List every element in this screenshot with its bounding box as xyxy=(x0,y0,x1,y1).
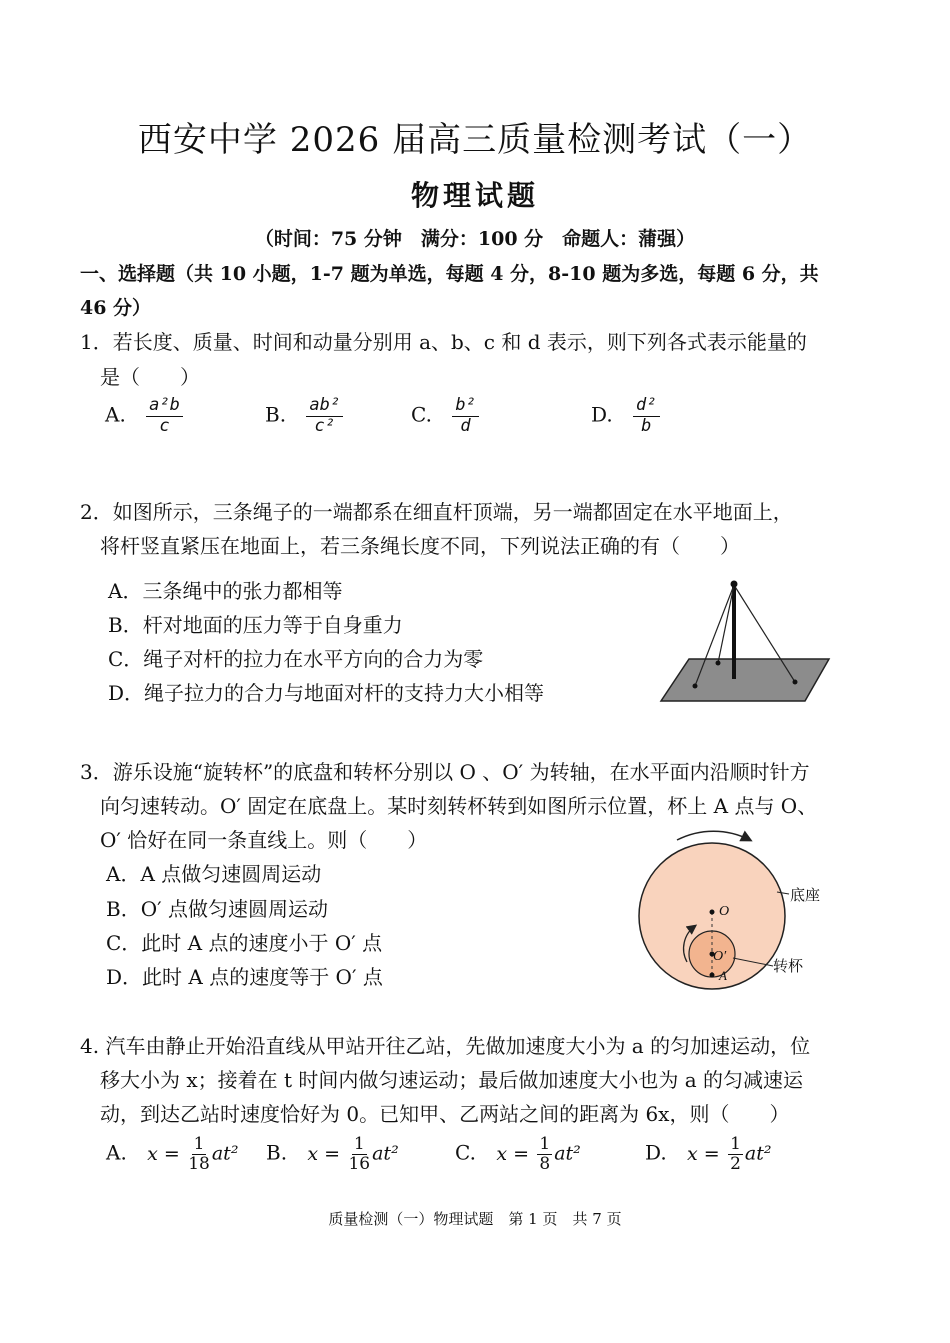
rope-anchor-1 xyxy=(693,684,698,689)
label-cup: 转杯 xyxy=(773,959,804,975)
q4-option-c-rhs: at² xyxy=(554,1142,581,1165)
rope-2 xyxy=(718,585,734,663)
q1-option-d-num: d² xyxy=(633,396,659,417)
q4-option-d-den: 2 xyxy=(730,1153,741,1174)
q4-option-c-num: 1 xyxy=(539,1134,551,1154)
pole-top-knot xyxy=(731,581,738,588)
q1-option-b-den: c² xyxy=(314,415,336,436)
q3-stem-line1: 3．游乐设施“旋转杯”的底盘和转杯分别以 O 、O′ 为转轴，在水平面内沿顺时针方 xyxy=(80,760,810,784)
q4-stem-line2: 移大小为 x；接着在 t 时间内做匀速运动；最后做加速度大小也为 a 的匀减速运 xyxy=(100,1068,804,1092)
q4-option-d-lhs: x = xyxy=(687,1142,720,1165)
label-base: 底座 xyxy=(790,888,821,904)
q1-option-b-num: ab² xyxy=(306,396,343,417)
q4-option-b-num: 1 xyxy=(353,1134,365,1154)
q2-option-b: B．杆对地面的压力等于自身重力 xyxy=(108,613,403,637)
q3-rotating-cup-figure xyxy=(625,820,840,990)
q4-option-d xyxy=(645,1135,772,1173)
page-footer: 质量检测（一）物理试题 第 1 页 共 7 页 xyxy=(328,1210,622,1228)
q4-option-d-num: 1 xyxy=(730,1134,741,1154)
q4-option-d-label: D. xyxy=(645,1140,667,1165)
q3-option-b: B．O′ 点做匀速圆周运动 xyxy=(106,897,328,921)
q4-option-d-fraction xyxy=(728,1135,743,1173)
q4-stem-line1: 4. 汽车由静止开始沿直线从甲站开往乙站，先做加速度大小为 a 的匀加速运动，位 xyxy=(80,1034,811,1058)
q3-option-a: A．A 点做匀速圆周运动 xyxy=(106,862,322,886)
q4-option-b-den: 16 xyxy=(348,1153,371,1174)
exam-info: （时间：75 分钟 满分：100 分 命题人：蒲强） xyxy=(254,228,696,250)
q3-stem-line2: 向匀速转动。O′ 固定在底盘上。某时刻转杯转到如图所示位置，杯上 A 点与 O、 xyxy=(100,794,818,818)
q2-stem-line2: 将杆竖直紧压在地面上，若三条绳长度不同，下列说法正确的有（ ） xyxy=(100,534,740,558)
q4-stem-line3: 动，到达乙站时速度恰好为 0。已知甲、乙两站之间的距离为 6x，则（ ） xyxy=(100,1102,790,1126)
q1-option-b xyxy=(265,396,343,436)
ground-plane xyxy=(661,659,829,701)
section-heading-line1: 一、选择题（共 10 小题，1-7 题为单选，每题 4 分，8-10 题为多选，每题 6 分，共 xyxy=(80,263,819,285)
q1-option-c-den: d xyxy=(460,415,471,436)
q4-option-c-fraction xyxy=(537,1135,552,1173)
label-a: A xyxy=(719,968,727,983)
q1-option-a-den: c xyxy=(159,415,170,436)
q4-option-a xyxy=(106,1135,238,1173)
q1-option-c-num: b² xyxy=(452,396,478,417)
q4-option-c xyxy=(455,1135,581,1173)
q1-option-a-label: A. xyxy=(105,402,126,427)
q4-option-b xyxy=(266,1135,399,1173)
q1-option-d xyxy=(591,396,660,436)
q4-option-b-label: B. xyxy=(266,1140,288,1165)
q4-option-b-fraction xyxy=(348,1135,370,1173)
exam-title: 西安中学 2026 届高三质量检测考试（一） xyxy=(137,120,813,160)
q1-stem-line2: 是（ ） xyxy=(100,365,200,389)
q1-option-c-fraction xyxy=(452,396,478,436)
rope-anchor-2 xyxy=(716,661,721,666)
q4-option-a-fraction xyxy=(188,1135,210,1173)
q2-option-c: C．绳子对杆的拉力在水平方向的合力为零 xyxy=(108,647,484,671)
q1-option-a-num: a²b xyxy=(146,396,183,417)
q3-option-d: D．此时 A 点的速度等于 O′ 点 xyxy=(106,965,383,989)
q1-option-c-label: C. xyxy=(411,402,432,427)
q4-option-a-label: A. xyxy=(106,1140,127,1165)
q1-option-b-fraction xyxy=(306,396,343,436)
q2-stem-line1: 2．如图所示，三条绳子的一端都系在细直杆顶端，另一端都固定在水平地面上， xyxy=(80,500,793,524)
q2-option-a: A．三条绳中的张力都相等 xyxy=(108,579,343,603)
q4-option-b-rhs: at² xyxy=(372,1142,399,1165)
exam-subtitle: 物理试题 xyxy=(410,179,539,212)
q3-stem-line3: O′ 恰好在同一条直线上。则（ ） xyxy=(100,828,428,852)
q4-option-a-num: 1 xyxy=(193,1134,205,1154)
point-a xyxy=(710,973,715,978)
q2-option-d: D．绳子拉力的合力与地面对杆的支持力大小相等 xyxy=(108,681,545,705)
point-o xyxy=(710,910,715,915)
label-o: O xyxy=(719,904,730,919)
q4-option-c-lhs: x = xyxy=(496,1142,529,1165)
q4-option-c-label: C. xyxy=(455,1140,476,1165)
rope-anchor-3 xyxy=(793,680,798,685)
section-heading-line2: 46 分） xyxy=(80,297,152,319)
label-o-prime: O′ xyxy=(713,949,727,964)
q4-option-d-rhs: at² xyxy=(744,1142,772,1165)
q1-option-c xyxy=(411,396,479,436)
q1-option-d-fraction xyxy=(633,396,659,436)
q4-option-b-lhs: x = xyxy=(307,1142,341,1165)
q3-option-c: C．此时 A 点的速度小于 O′ 点 xyxy=(106,931,383,955)
q1-option-d-den: b xyxy=(641,415,652,436)
q4-option-a-den: 18 xyxy=(188,1153,210,1174)
q4-option-a-lhs: x = xyxy=(147,1142,180,1165)
q1-option-b-label: B. xyxy=(265,402,287,427)
q2-pole-rope-figure xyxy=(655,575,840,707)
q4-option-c-den: 8 xyxy=(539,1153,551,1174)
q4-option-a-rhs: at² xyxy=(211,1142,239,1165)
base-rotation-arrow xyxy=(677,831,750,840)
q1-option-d-label: D. xyxy=(591,402,613,427)
q1-option-a xyxy=(105,396,183,436)
q1-option-a-fraction xyxy=(146,396,183,436)
q1-stem-line1: 1．若长度、质量、时间和动量分别用 a、b、c 和 d 表示，则下列各式表示能量的 xyxy=(80,330,807,354)
